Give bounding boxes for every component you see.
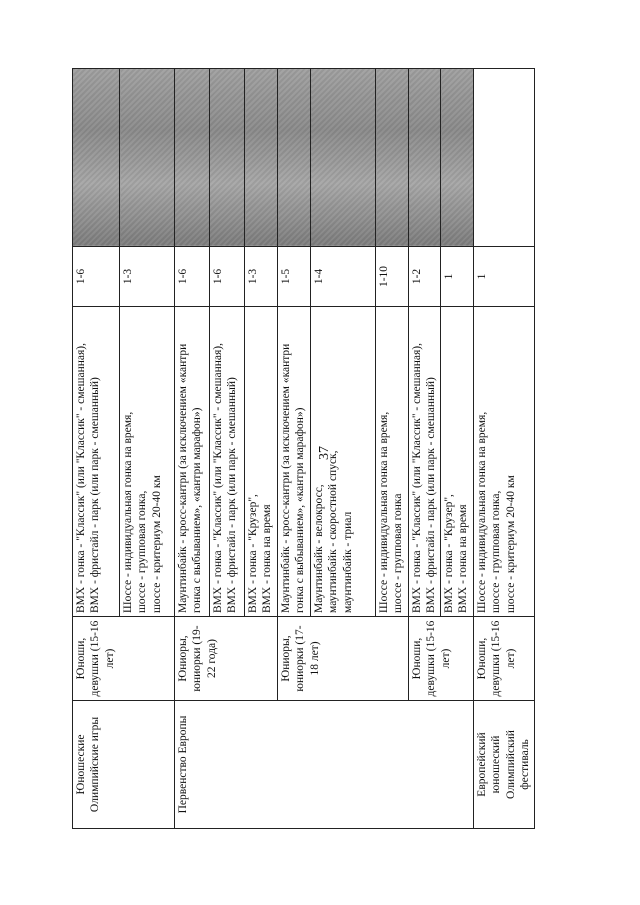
scan-artifact [441,69,474,247]
scan-artifact [120,69,175,247]
discipline-cell [210,307,245,617]
discipline-line: Шоссе - индивидуальная гонка на время, [122,411,134,613]
scan-artifact [210,69,245,247]
discipline-line: маунтинбайк - скоростной спуск, [327,450,340,613]
discipline-line: шоссе - критериум 20-40 км [504,475,517,613]
discipline-line: ВМХ - гонка на время [261,504,274,613]
places-cell: 1-4 [311,247,376,307]
table-row [474,69,535,829]
discipline-line: ВМХ - фристайл - парк (или парк - смешанный) [425,377,438,613]
places-cell: 1-3 [120,247,175,307]
places-cell: 1 [474,247,535,307]
discipline-line: ВМХ - фристайл - парк (или парк - смешанный) [89,377,102,613]
discipline-cell [73,307,120,617]
age-group-cell: Юниоры, юниорки (19-22 года) [175,617,278,701]
places-cell: 1-6 [210,247,245,307]
event-cell: Первенство Европы [175,701,474,829]
age-group-cell: Юниоры, юниорки (17-18 лет) [278,617,409,701]
scan-artifact [73,69,120,247]
discipline-line: шоссе - групповая гонка, [136,490,149,613]
discipline-cell [474,307,535,617]
discipline-line: Маунтинбайк - кросс-кантри (за исключением «кантри [280,343,292,613]
event-cell: Юношеские Олимпийские игры [73,701,175,829]
places-cell: 1-2 [409,247,441,307]
age-group-cell: Юноши, девушки (15-16 лет) [409,617,474,701]
discipline-cell [441,307,474,617]
discipline-cell [245,307,278,617]
age-group-cell: Юноши, девушки (15-16 лет) [73,617,175,701]
discipline-line: Шоссе - индивидуальная гонка на время, [378,411,390,613]
scan-artifact [245,69,278,247]
places-cell: 1-6 [73,247,120,307]
places-cell: 1 [441,247,474,307]
discipline-line: Маунтинбайк - кросс-кантри (за исключением «кантри [177,343,189,613]
age-group-cell: Юноши, девушки (15-16 лет) [474,617,535,701]
event-cell: Европейский юношеский Олимпийский фестиваль [474,701,535,829]
places-cell: 1-3 [245,247,278,307]
discipline-cell [278,307,311,617]
scan-artifact [278,69,311,247]
rotated-table-container [72,69,532,829]
competition-table [72,68,535,829]
discipline-line: Шоссе - индивидуальная гонка на время, [476,411,488,613]
discipline-line: шоссе - групповая гонка [392,493,405,613]
discipline-line: ВМХ - гонка - "Крузер", [247,494,259,613]
discipline-line: ВМХ - гонка - "Крузер", [443,494,455,613]
discipline-cell [311,307,376,617]
discipline-line: гонка с выбыванием», «кантри марафон») [191,407,204,613]
discipline-cell [409,307,441,617]
discipline-line: ВМХ - гонка - "Классик" (или "Классик" - смешанная), [212,343,224,613]
discipline-line: ВМХ - гонка на время [457,504,470,613]
discipline-line: шоссе - групповая гонка, [490,490,503,613]
discipline-line: Маунтинбайк - велокросс, [313,484,325,613]
table-row [73,69,120,829]
discipline-line: ВМХ - гонка - "Классик" (или "Классик" - смешанная), [411,343,423,613]
discipline-cell [376,307,409,617]
scan-artifact [409,69,441,247]
discipline-line: ВМХ - гонка - "Классик" (или "Классик" - смешанная), [75,343,87,613]
blank-cell [474,69,535,247]
discipline-cell [175,307,210,617]
page-number: 37 [317,446,332,460]
table-row [175,69,210,829]
discipline-cell [120,307,175,617]
scan-artifact [311,69,376,247]
discipline-line: шоссе - критериум 20-40 км [150,475,163,613]
places-cell: 1-6 [175,247,210,307]
places-cell: 1-10 [376,247,409,307]
places-cell: 1-5 [278,247,311,307]
scan-artifact [376,69,409,247]
discipline-line: ВМХ - фристайл - парк (или парк - смешанный) [226,377,239,613]
discipline-line: маунтинбайк - триал [341,511,354,613]
discipline-line: гонка с выбыванием», «кантри марафон») [294,407,307,613]
scan-artifact [175,69,210,247]
